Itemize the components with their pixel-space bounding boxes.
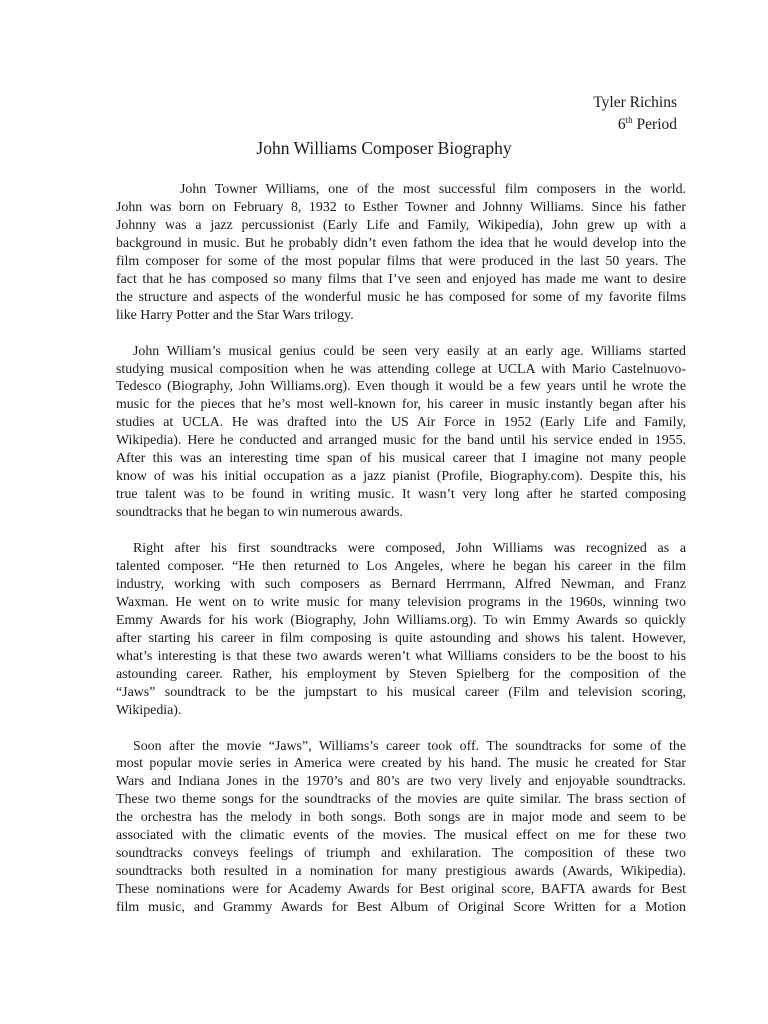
period-word: Period xyxy=(636,116,677,133)
paragraph-line: after starting his career in film composing is quite astounding and shows his talent. However, xyxy=(116,630,686,646)
paragraph-line: Soon after the movie “Jaws”, Williams’s career took off. The soundtracks for some of the xyxy=(133,738,686,754)
paragraph-line: fact that he has composed so many films that I’ve seen and enjoyed has made me want to desire xyxy=(116,271,686,287)
paragraph-line: These two theme songs for the soundtracks of the movies are quite similar. The brass section of xyxy=(116,792,686,808)
paragraph-2 xyxy=(116,343,686,523)
paragraph-line: studies at UCLA. He was drafted into the US Air Force in 1952 (Early Life and Family, xyxy=(116,415,686,431)
document-title: John Williams Composer Biography xyxy=(256,138,512,158)
paragraph-line: Wars and Indiana Jones in the 1970’s and 80’s are two very lively and enjoyable soundtracks. xyxy=(116,774,686,790)
paragraph-line: studying musical composition when he was attending college at UCLA with Mario Castelnuovo- xyxy=(116,361,686,377)
paragraph-line: talented composer. “He then returned to Los Angeles, where he began his career in the film xyxy=(116,558,686,574)
paragraph-line: Waxman. He went on to write music for many television programs in the 1960s, winning two xyxy=(116,594,686,610)
document-body xyxy=(116,181,686,935)
period-number: 6 xyxy=(617,116,626,133)
paragraph-line: most popular movie series in America were created by his hand. The music he created for Star xyxy=(116,756,686,772)
paragraph-line: what’s interesting is that these two awards weren’t what Williams considers to be the boost to his xyxy=(116,648,686,664)
paragraph-line: film composer for some of the most popular films that were produced in the last 50 years. The xyxy=(116,253,686,269)
paragraph-line: Wikipedia). Here he conducted and arranged music for the band until his service ended in 1955. xyxy=(116,433,686,449)
paragraph-line: Emmy Awards for his work (Biography, John Williams.org). To win Emmy Awards so quickly xyxy=(116,612,686,628)
paragraph-line: Right after his first soundtracks were composed, John Williams was recognized as a xyxy=(133,541,686,557)
paragraph-line: John Towner Williams, one of the most successful film composers in the world. xyxy=(180,182,686,197)
author-header xyxy=(593,92,677,136)
paragraph-line: astounding career. Rather, his employment by Steven Spielberg for the composition of the xyxy=(116,666,686,682)
paragraph-line: After this was an interesting time span of his musical career that I imagine not many people xyxy=(116,451,686,467)
paragraph-4 xyxy=(116,738,686,918)
paragraph-line: “Jaws” soundtrack to be the jumpstart to his musical career (Film and television scoring, xyxy=(116,684,686,700)
paragraph-line: the orchestra has the melody in both songs. Both songs are in major mode and seem to be xyxy=(116,810,686,826)
paragraph-line: true talent was to be found in writing music. It wasn’t very long after he started composing xyxy=(116,487,686,503)
paragraph-line: soundtracks that he began to win numerous awards. xyxy=(116,505,404,521)
paragraph-line: John was born on February 8, 1932 to Esther Towner and Johnny Williams. Since his father xyxy=(116,199,686,215)
paragraph-line: film music, and Grammy Awards for Best Album of Original Score Written for a Motion xyxy=(116,900,686,916)
paragraph-line: know of was his initial occupation as a jazz pianist (Profile, Biography.com). Despite this, his xyxy=(116,469,686,485)
paragraph-line: like Harry Potter and the Star Wars trilogy. xyxy=(116,307,354,323)
paragraph-line: Wikipedia). xyxy=(116,702,182,718)
paragraph-line: music for the pieces that he’s most well-known for, his career in music instantly began after his xyxy=(116,397,686,413)
paragraph-line: Johnny was a jazz percussionist (Early Life and Family, Wikipedia), John grew up with a xyxy=(116,217,686,233)
paragraph-line: industry, working with such composers as Bernard Herrmann, Alfred Newman, and Franz xyxy=(116,576,686,592)
paragraph-line: the structure and aspects of the wonderful music he has composed for some of my favorite films xyxy=(116,289,686,305)
period-suffix: th xyxy=(625,114,633,125)
paragraph-line: associated with the climatic events of the movies. The musical effect on me for these two xyxy=(116,828,686,844)
paragraph-line: soundtracks both resulted in a nomination for many prestigious awards (Awards, Wikipedia). xyxy=(116,864,686,880)
paragraph-line: background in music. But he probably didn’t even fathom the idea that he would develop into the xyxy=(116,235,686,251)
paragraph-1 xyxy=(116,181,686,325)
author-name: Tyler Richins xyxy=(593,94,677,111)
paragraph-line: soundtracks conveys feelings of triumph and exhilaration. The composition of these two xyxy=(116,846,686,862)
paragraph-line: John William’s musical genius could be seen very easily at an early age. Williams started xyxy=(133,343,686,359)
class-period xyxy=(593,114,677,136)
paragraph-line: These nominations were for Academy Awards for Best original score, BAFTA awards for Best xyxy=(116,882,686,898)
paragraph-line: Tedesco (Biography, John Williams.org). Even though it would be a few years until he wrote the xyxy=(116,379,686,395)
paragraph-3 xyxy=(116,540,686,720)
